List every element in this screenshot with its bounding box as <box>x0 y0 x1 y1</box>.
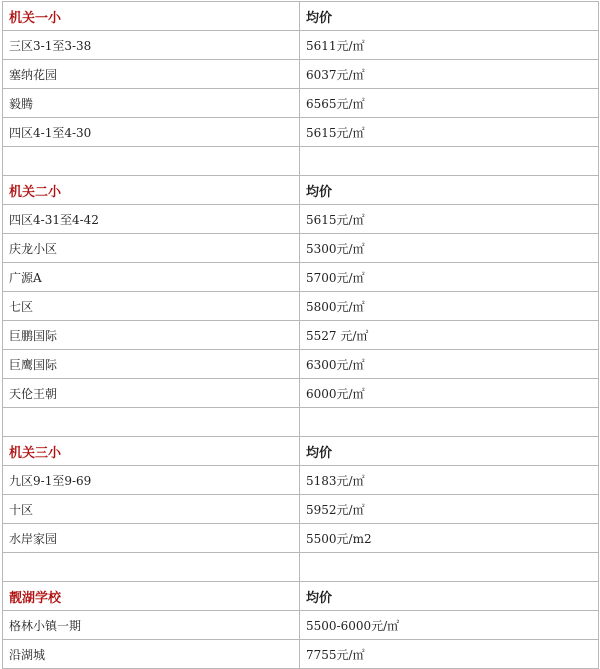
community-name: 十区 <box>3 495 300 524</box>
community-name: 水岸家园 <box>3 524 300 553</box>
empty-cell <box>300 553 599 582</box>
average-price: 7755元/㎡ <box>300 640 599 669</box>
table-row <box>3 524 599 553</box>
empty-cell <box>3 553 300 582</box>
average-price: 5800元/㎡ <box>300 292 599 321</box>
community-name: 格林小镇一期 <box>3 611 300 640</box>
community-name: 庆龙小区 <box>3 234 300 263</box>
price-header: 均价 <box>300 582 599 611</box>
empty-cell <box>3 408 300 437</box>
spacer-row <box>3 147 599 176</box>
community-name: 毅腾 <box>3 89 300 118</box>
table-row <box>3 350 599 379</box>
average-price: 5611元/㎡ <box>300 31 599 60</box>
table-row <box>3 89 599 118</box>
school-header-row <box>3 2 599 31</box>
community-name: 广源A <box>3 263 300 292</box>
average-price: 5952元/㎡ <box>300 495 599 524</box>
table-row <box>3 205 599 234</box>
school-name: 机关三小 <box>3 437 300 466</box>
school-header-row <box>3 176 599 205</box>
empty-cell <box>300 408 599 437</box>
average-price: 5300元/㎡ <box>300 234 599 263</box>
empty-cell <box>300 147 599 176</box>
table-row <box>3 60 599 89</box>
average-price: 6300元/㎡ <box>300 350 599 379</box>
price-header: 均价 <box>300 176 599 205</box>
community-name: 沿湖城 <box>3 640 300 669</box>
community-name: 塞纳花园 <box>3 60 300 89</box>
table-row <box>3 611 599 640</box>
community-name: 四区4-1至4-30 <box>3 118 300 147</box>
school-name: 机关一小 <box>3 2 300 31</box>
spacer-row <box>3 553 599 582</box>
table-row <box>3 321 599 350</box>
price-table <box>2 1 599 669</box>
school-header-row <box>3 437 599 466</box>
average-price: 5700元/㎡ <box>300 263 599 292</box>
table-row <box>3 495 599 524</box>
table-body <box>3 2 599 669</box>
average-price: 5500-6000元/㎡ <box>300 611 599 640</box>
table-row <box>3 234 599 263</box>
table-row <box>3 263 599 292</box>
price-header: 均价 <box>300 2 599 31</box>
table-row <box>3 466 599 495</box>
school-name: 机关二小 <box>3 176 300 205</box>
community-name: 三区3-1至3-38 <box>3 31 300 60</box>
table-row <box>3 640 599 669</box>
community-name: 七区 <box>3 292 300 321</box>
average-price: 5615元/㎡ <box>300 118 599 147</box>
average-price: 6000元/㎡ <box>300 379 599 408</box>
community-name: 巨鹏国际 <box>3 321 300 350</box>
community-name: 九区9-1至9-69 <box>3 466 300 495</box>
spacer-row <box>3 408 599 437</box>
school-name: 靓湖学校 <box>3 582 300 611</box>
community-name: 天伦王朝 <box>3 379 300 408</box>
empty-cell <box>3 147 300 176</box>
community-name: 四区4-31至4-42 <box>3 205 300 234</box>
price-header: 均价 <box>300 437 599 466</box>
table-row <box>3 379 599 408</box>
table-row <box>3 292 599 321</box>
average-price: 6565元/㎡ <box>300 89 599 118</box>
average-price: 5615元/㎡ <box>300 205 599 234</box>
table-row <box>3 31 599 60</box>
average-price: 5183元/㎡ <box>300 466 599 495</box>
average-price: 5527 元/㎡ <box>300 321 599 350</box>
average-price: 6037元/㎡ <box>300 60 599 89</box>
community-name: 巨鹰国际 <box>3 350 300 379</box>
average-price: 5500元/m2 <box>300 524 599 553</box>
table-row <box>3 118 599 147</box>
school-header-row <box>3 582 599 611</box>
